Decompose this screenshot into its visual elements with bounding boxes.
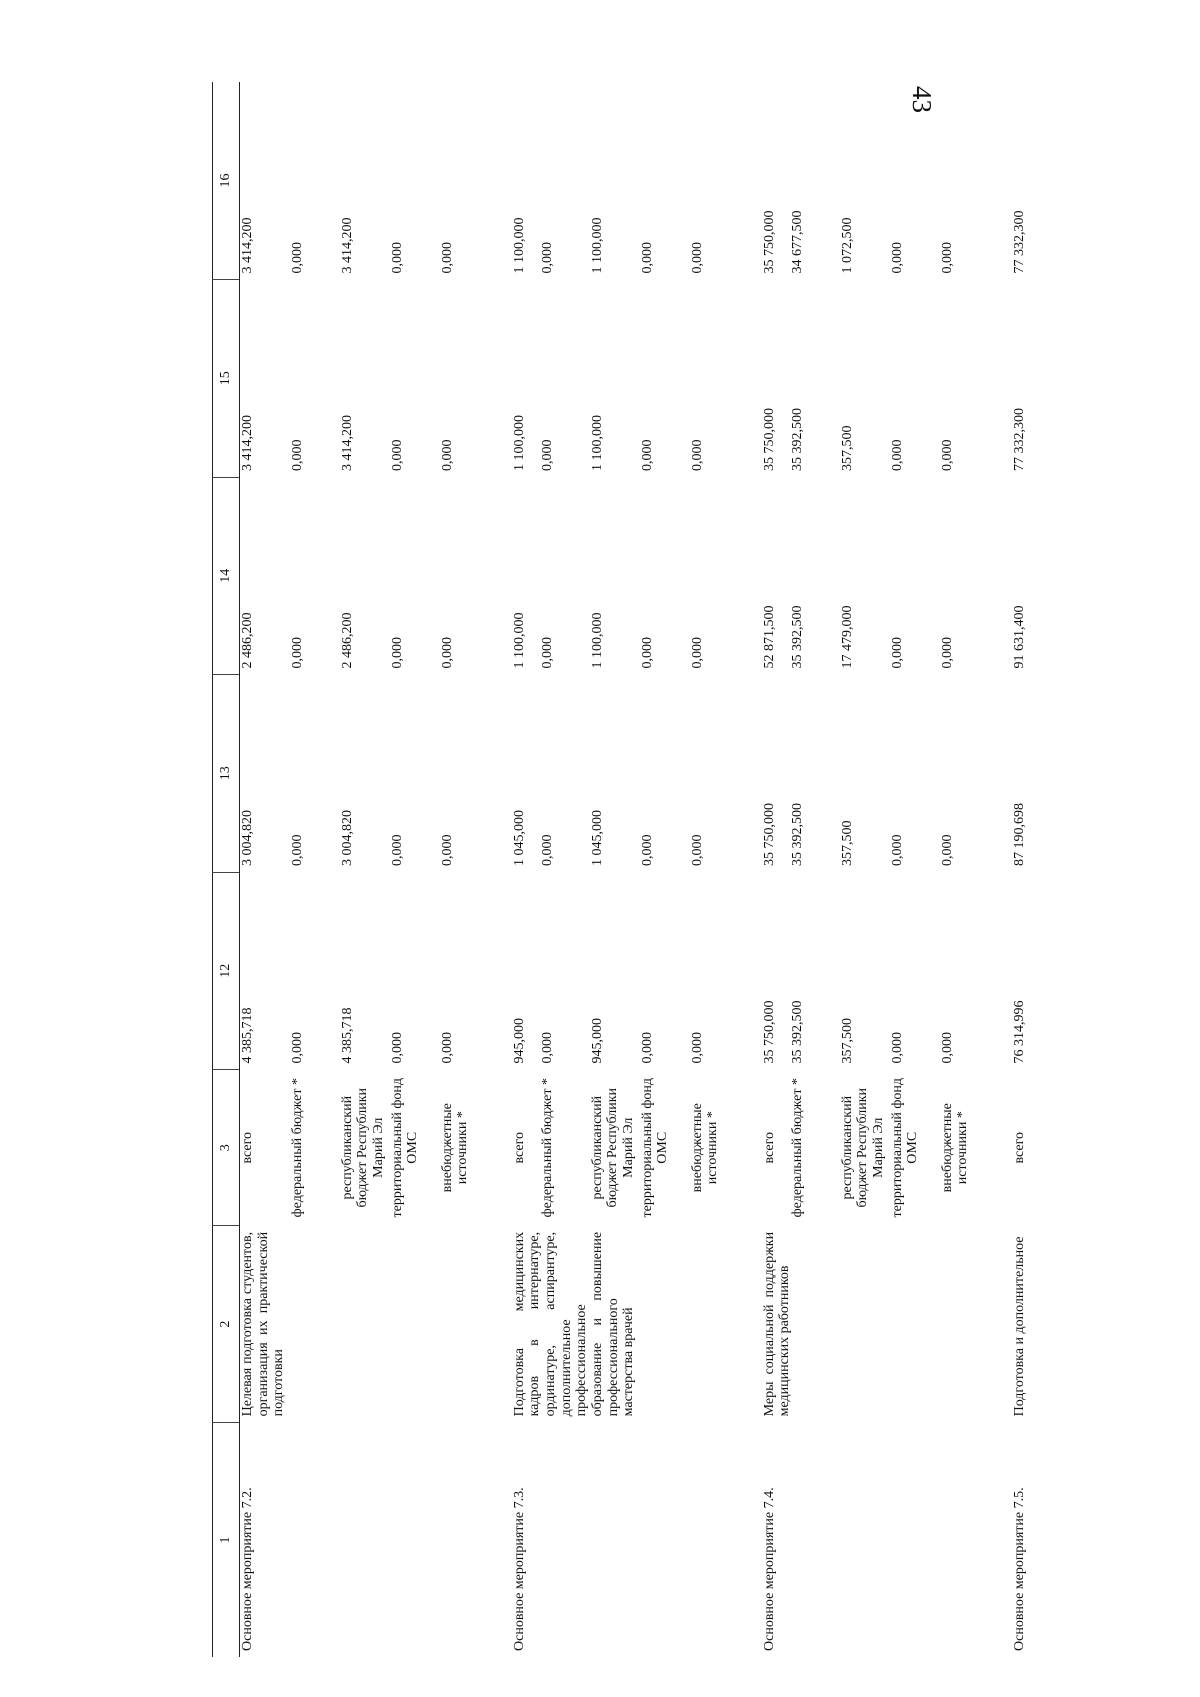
amount-cell: 0,000 [639,637,655,669]
funding-source-cell: федеральный бюджет * [539,1078,555,1218]
amount-cell: 3 004,820 [339,810,355,867]
header-cell: 2 [213,1226,240,1422]
amount-cell: 17 479,000 [839,605,855,669]
amount-cell: 0,000 [639,439,655,472]
header-cell: 13 [213,675,240,873]
funding-table [212,82,1040,1657]
amount-cell: 52 871,500 [761,605,777,669]
table-body [240,82,1040,1657]
amount-cell: 357,500 [839,1018,855,1064]
amount-cell: 0,000 [689,1032,705,1064]
funding-source-cell: всего [511,1131,527,1164]
amount-cell: 0,000 [939,1032,955,1064]
event-name-cell: Основное мероприятие 7.4. [761,1487,777,1651]
event-description-cell: Меры социальной поддержки медицинских работников [761,1231,793,1417]
amount-cell: 0,000 [939,242,955,274]
amount-cell: 0,000 [939,834,955,867]
page-number: 43 [907,86,937,113]
amount-cell: 0,000 [389,834,405,867]
amount-cell: 0,000 [389,439,405,472]
funding-source-cell: республиканский бюджет Республики Марий Эл [339,1087,386,1208]
table-row [240,82,290,1657]
funding-source-cell: всего [1011,1131,1027,1164]
amount-cell: 0,000 [539,439,555,472]
event-description-cell: Подготовка медицинских кадров в интернатуре, ординатуре, аспирантуре, дополнительное профессиональное образование и повышение профессионального мастерства врачей [511,1231,637,1417]
amount-cell: 1 100,000 [511,415,527,472]
amount-cell: 35 750,000 [761,408,777,472]
amount-cell: 2 486,200 [240,612,255,669]
amount-cell: 4 385,718 [339,1007,355,1064]
amount-cell: 0,000 [289,637,305,669]
table-row [990,82,1040,1657]
table-row [490,82,540,1657]
funding-source-cell: всего [240,1131,255,1164]
amount-cell: 0,000 [439,439,455,472]
funding-source-cell: федеральный бюджет * [789,1078,805,1218]
rotated-table-sheet [212,82,1027,1657]
amount-cell: 0,000 [939,439,955,472]
amount-cell: 35 392,500 [789,803,805,867]
amount-cell: 0,000 [889,439,905,472]
amount-cell: 3 414,200 [240,217,255,274]
amount-cell: 0,000 [389,637,405,669]
event-description-cell: Целевая подготовка студентов, организация их практической подготовки [240,1231,287,1417]
header-cell: 16 [213,82,240,280]
amount-cell: 87 190,698 [1011,803,1027,867]
funding-source-cell: республиканский бюджет Республики Марий Эл [589,1087,636,1208]
amount-cell: 1 100,000 [589,415,605,472]
amount-cell: 0,000 [289,1032,305,1064]
amount-cell: 34 677,500 [789,210,805,274]
table-header-row [213,82,240,1657]
amount-cell: 0,000 [689,242,705,274]
amount-cell: 0,000 [439,242,455,274]
amount-cell: 1 045,000 [589,810,605,867]
amount-cell: 0,000 [689,637,705,669]
amount-cell: 0,000 [539,834,555,867]
amount-cell: 91 631,400 [1011,605,1027,669]
amount-cell: 0,000 [889,242,905,274]
amount-cell: 0,000 [939,637,955,669]
amount-cell: 0,000 [639,242,655,274]
amount-cell: 0,000 [889,1032,905,1064]
amount-cell: 0,000 [539,637,555,669]
amount-cell: 0,000 [889,834,905,867]
amount-cell: 3 414,200 [339,217,355,274]
funding-source-cell: федеральный бюджет * [289,1078,305,1218]
amount-cell: 0,000 [639,1032,655,1064]
amount-cell: 35 750,000 [761,1000,777,1064]
amount-cell: 4 385,718 [240,1007,255,1064]
amount-cell: 0,000 [539,242,555,274]
funding-source-cell: территориальный фонд ОМС [389,1077,421,1218]
funding-source-cell: внебюджетные источники * [689,1103,721,1193]
amount-cell: 1 100,000 [511,612,527,669]
amount-cell: 0,000 [539,1032,555,1064]
funding-source-cell: территориальный фонд ОМС [889,1077,921,1218]
amount-cell: 2 486,200 [339,612,355,669]
amount-cell: 0,000 [289,242,305,274]
amount-cell: 0,000 [689,439,705,472]
amount-cell: 3 414,200 [339,415,355,472]
funding-source-cell: всего [761,1131,777,1164]
amount-cell: 1 100,000 [511,217,527,274]
amount-cell: 357,500 [839,425,855,472]
amount-cell: 0,000 [889,637,905,669]
header-cell: 15 [213,280,240,478]
funding-source-cell: внебюджетные источники * [439,1103,471,1193]
amount-cell: 0,000 [439,1032,455,1064]
event-name-cell: Основное мероприятие 7.3. [511,1487,527,1651]
amount-cell: 0,000 [639,834,655,867]
amount-cell: 3 414,200 [240,415,255,472]
funding-source-cell: республиканский бюджет Республики Марий Эл [839,1087,886,1208]
amount-cell: 3 004,820 [240,810,255,867]
event-name-cell: Основное мероприятие 7.2. [240,1487,255,1651]
amount-cell: 1 072,500 [839,217,855,274]
amount-cell: 1 100,000 [589,217,605,274]
header-cell: 14 [213,477,240,675]
amount-cell: 0,000 [389,1032,405,1064]
funding-source-cell: внебюджетные источники * [939,1103,971,1193]
amount-cell: 35 392,500 [789,605,805,669]
amount-cell: 0,000 [289,834,305,867]
amount-cell: 76 314,996 [1011,1000,1027,1064]
amount-cell: 77 332,300 [1011,210,1027,274]
amount-cell: 0,000 [439,637,455,669]
amount-cell: 0,000 [689,834,705,867]
header-cell: 3 [213,1070,240,1226]
amount-cell: 945,000 [589,1018,605,1064]
event-name-cell: Основное мероприятие 7.5. [1011,1487,1027,1651]
amount-cell: 1 045,000 [511,810,527,867]
funding-source-cell: территориальный фонд ОМС [639,1077,671,1218]
table-row [740,82,790,1657]
amount-cell: 0,000 [389,242,405,274]
amount-cell: 0,000 [289,439,305,472]
amount-cell: 35 392,500 [789,1000,805,1064]
amount-cell: 35 750,000 [761,210,777,274]
amount-cell: 35 750,000 [761,803,777,867]
event-description-cell: Подготовка и дополнительное [1011,1236,1027,1417]
amount-cell: 357,500 [839,820,855,867]
amount-cell: 945,000 [511,1018,527,1064]
amount-cell: 0,000 [439,834,455,867]
header-cell: 12 [213,872,240,1070]
amount-cell: 35 392,500 [789,408,805,472]
amount-cell: 77 332,300 [1011,408,1027,472]
header-cell: 1 [213,1422,240,1657]
amount-cell: 1 100,000 [589,612,605,669]
